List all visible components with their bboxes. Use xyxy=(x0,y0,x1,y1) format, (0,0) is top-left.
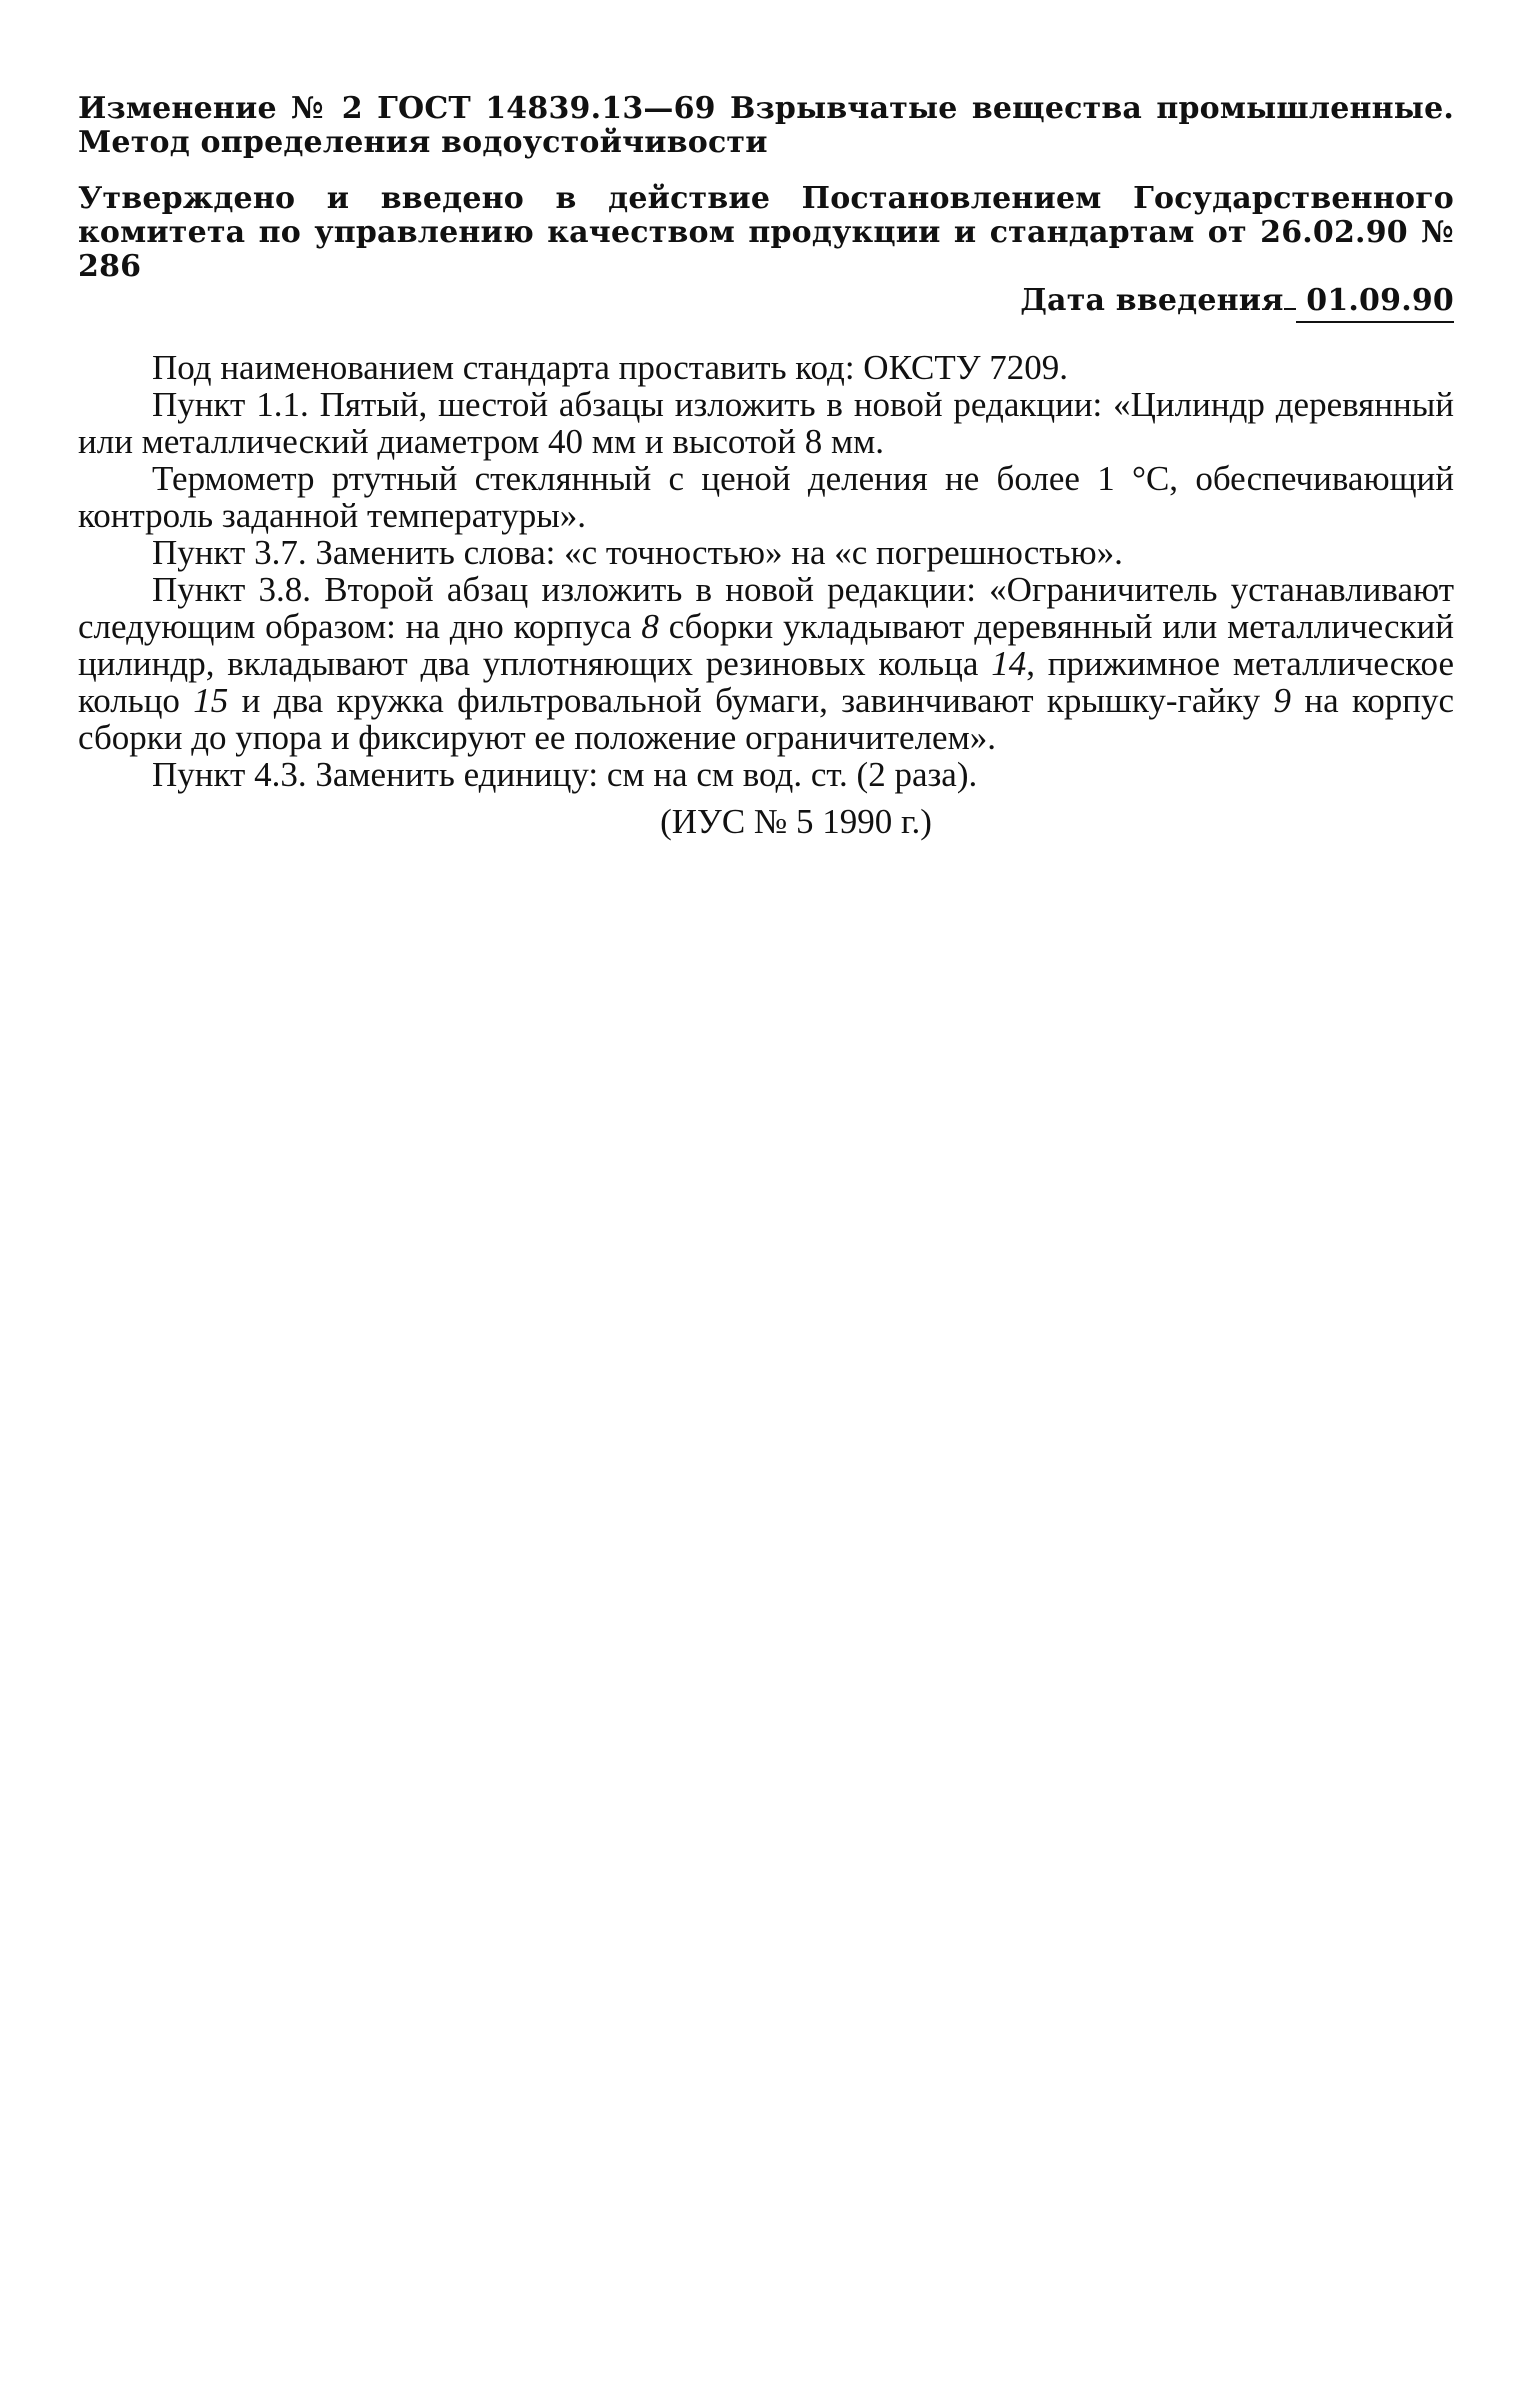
effective-date-value xyxy=(1296,284,1454,323)
p5-part-c: , прижимное металлическое кольцо xyxy=(78,644,1454,720)
document-title: Изменение № 2 ГОСТ 14839.13—69 Взрывчатые вещества промышленные. Метод определения водоустойчивости xyxy=(78,91,1454,160)
ref-number-14: 14 xyxy=(991,644,1027,683)
ref-number-15: 15 xyxy=(193,681,229,720)
paragraph-item-4-3: Пункт 4.3. Заменить единицу: см на см вод. ст. (2 раза). xyxy=(152,755,978,794)
paragraph-code: Под наименованием стандарта проставить код: ОКСТУ 7209. xyxy=(152,348,1069,387)
effective-date-label: Дата введения xyxy=(1020,283,1284,318)
ref-number-8: 8 xyxy=(641,607,659,646)
paragraph-item-3-8 xyxy=(78,571,1454,756)
paragraph-item-1-1: Пункт 1.1. Пятый, шестой абзацы изложить в новой редакции: «Цилиндр деревянный или металлический диаметром 40 мм и высотой 8 мм. xyxy=(78,385,1454,461)
ref-number-9: 9 xyxy=(1273,681,1291,720)
date-underline xyxy=(1284,307,1296,310)
effective-date-text: 01.09.90 xyxy=(1306,283,1454,318)
publication-citation: (ИУС № 5 1990 г.) xyxy=(660,802,932,841)
approval-statement: Утверждено и введено в действие Постановлением Государственного комитета по управлению качеством продукции и стандартам от 26.02.90 № 286 xyxy=(78,181,1454,284)
effective-date-line xyxy=(78,284,1454,323)
p5-part-e: на корпус сборки до упора и фиксируют ее положение ограничителем». xyxy=(78,681,1454,757)
p5-part-b: сборки укладывают деревянный или металлический цилиндр, вкладывают два уплотняющих резиновых кольца xyxy=(78,607,1454,683)
paragraph-item-3-7: Пункт 3.7. Заменить слова: «с точностью» на «с погрешностью». xyxy=(152,533,1123,572)
p5-part-d: и два кружка фильтровальной бумаги, завинчивают крышку-гайку xyxy=(228,681,1274,720)
amendment-body xyxy=(78,349,1454,793)
document-page xyxy=(78,92,1454,840)
p5-part-a: Пункт 3.8. Второй абзац изложить в новой редакции: «Ограничитель устанавливают следующим образом: на дно корпуса xyxy=(78,570,1454,646)
paragraph-thermometer: Термометр ртутный стеклянный с ценой деления не более 1 °С, обеспечивающий контроль заданной температуры». xyxy=(78,459,1454,535)
